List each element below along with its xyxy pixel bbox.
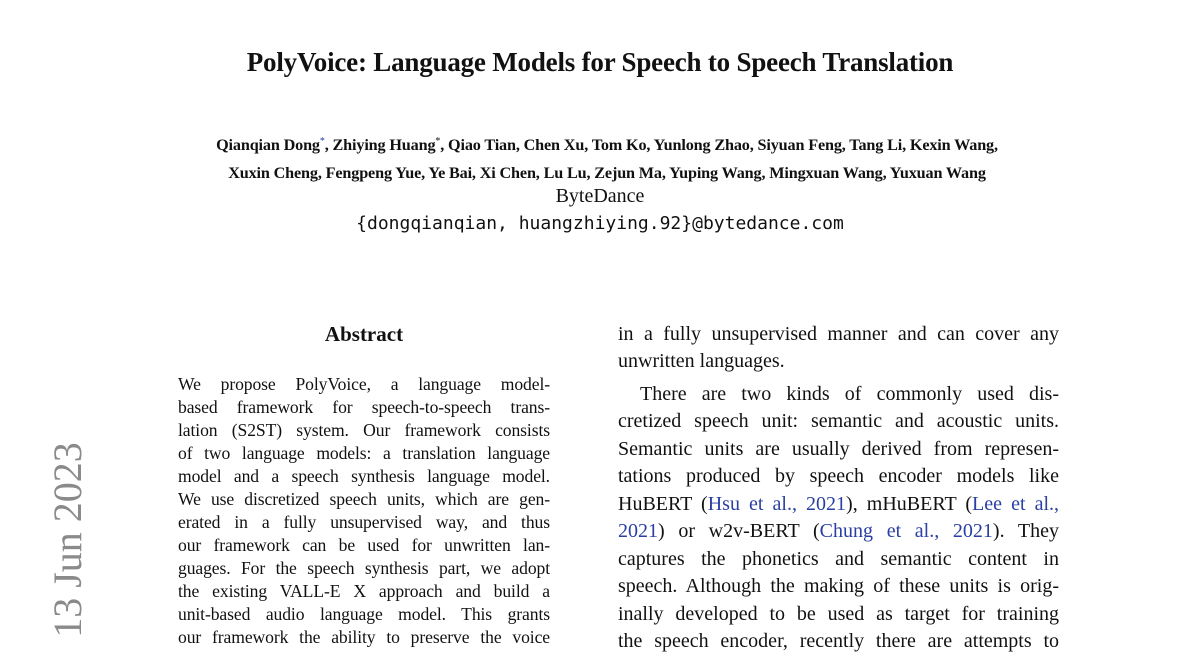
- author-list: [140, 131, 1074, 187]
- body-line: Semantic units are usually derived from represen-: [618, 438, 1059, 460]
- body-line: There are two kinds of commonly used dis-: [640, 383, 1059, 405]
- paper-title: PolyVoice: Language Models for Speech to Speech Translation: [246, 47, 954, 77]
- abstract-line: unit-based audio language model. This grants: [178, 604, 550, 624]
- abstract-line: our framework the ability to preserve the voice: [178, 627, 550, 647]
- body-text: HuBERT (: [618, 493, 708, 515]
- abstract-line: of two language models: a translation language: [178, 443, 550, 463]
- equal-contribution-mark-2: *: [435, 136, 441, 147]
- abstract-line: model and a speech synthesis language model.: [178, 466, 550, 486]
- body-line: inally developed to be used as target for training: [618, 603, 1059, 625]
- equal-contribution-mark[interactable]: *: [319, 136, 325, 147]
- author-line-2: Xuxin Cheng, Fengpeng Yue, Ye Bai, Xi Chen, Lu Lu, Zejun Ma, Yuping Wang, Mingxuan Wang, Yuxuan Wang: [228, 164, 986, 182]
- abstract-line: We use discretized speech units, which are gen-: [178, 489, 550, 509]
- abstract-line: based framework for speech-to-speech trans-: [178, 397, 550, 417]
- citation-link-chung[interactable]: Chung et al., 2021: [819, 520, 993, 542]
- abstract-line: guages. For the speech synthesis part, we adopt: [178, 558, 550, 578]
- abstract-line: lation (S2ST) system. Our framework consists: [178, 420, 550, 440]
- author-line-1: [140, 131, 1074, 159]
- body-text: ). They: [992, 520, 1059, 542]
- body-line: in a fully unsupervised manner and can cover any: [618, 323, 1059, 345]
- body-line: [618, 493, 1059, 521]
- body-line: captures the phonetics and semantic content in: [618, 548, 1059, 570]
- abstract-line: our framework can be used for unwritten lan-: [178, 535, 550, 555]
- body-line: tations produced by speech encoder models like: [618, 465, 1059, 487]
- author-rest-1: , Qiao Tian, Chen Xu, Tom Ko, Yunlong Zhao, Siyuan Feng, Tang Li, Kexin Wang,: [440, 136, 998, 154]
- author-email: {dongqianqian, huangzhiying.92}@bytedance.com: [356, 213, 844, 234]
- body-line: the speech encoder, recently there are attempts to: [618, 630, 1059, 652]
- author-first: Qianqian Dong: [216, 136, 320, 154]
- author-second: , Zhiying Huang: [324, 136, 436, 154]
- abstract-line: erated in a fully unsupervised way, and thus: [178, 512, 550, 532]
- body-line: [618, 520, 1059, 548]
- body-text: ) or w2v-BERT (: [658, 520, 820, 542]
- abstract-line: We propose PolyVoice, a language model-: [178, 374, 550, 394]
- citation-link-hsu[interactable]: Hsu et al., 2021: [707, 493, 847, 515]
- citation-link-lee-year[interactable]: 2021: [618, 520, 658, 542]
- body-text: ), mHuBERT (: [846, 493, 973, 515]
- citation-link-lee[interactable]: Lee et al.,: [972, 493, 1060, 515]
- abstract-line: the existing VALL-E X approach and build a: [178, 581, 550, 601]
- arxiv-date-stamp: 13 Jun 2023: [44, 442, 90, 638]
- body-line: unwritten languages.: [618, 350, 785, 372]
- body-line: cretized speech unit: semantic and acoustic units.: [618, 410, 1059, 432]
- abstract-heading: Abstract: [324, 322, 404, 346]
- body-line: speech. Although the making of these units is orig-: [618, 575, 1059, 597]
- affiliation: ByteDance: [555, 185, 645, 207]
